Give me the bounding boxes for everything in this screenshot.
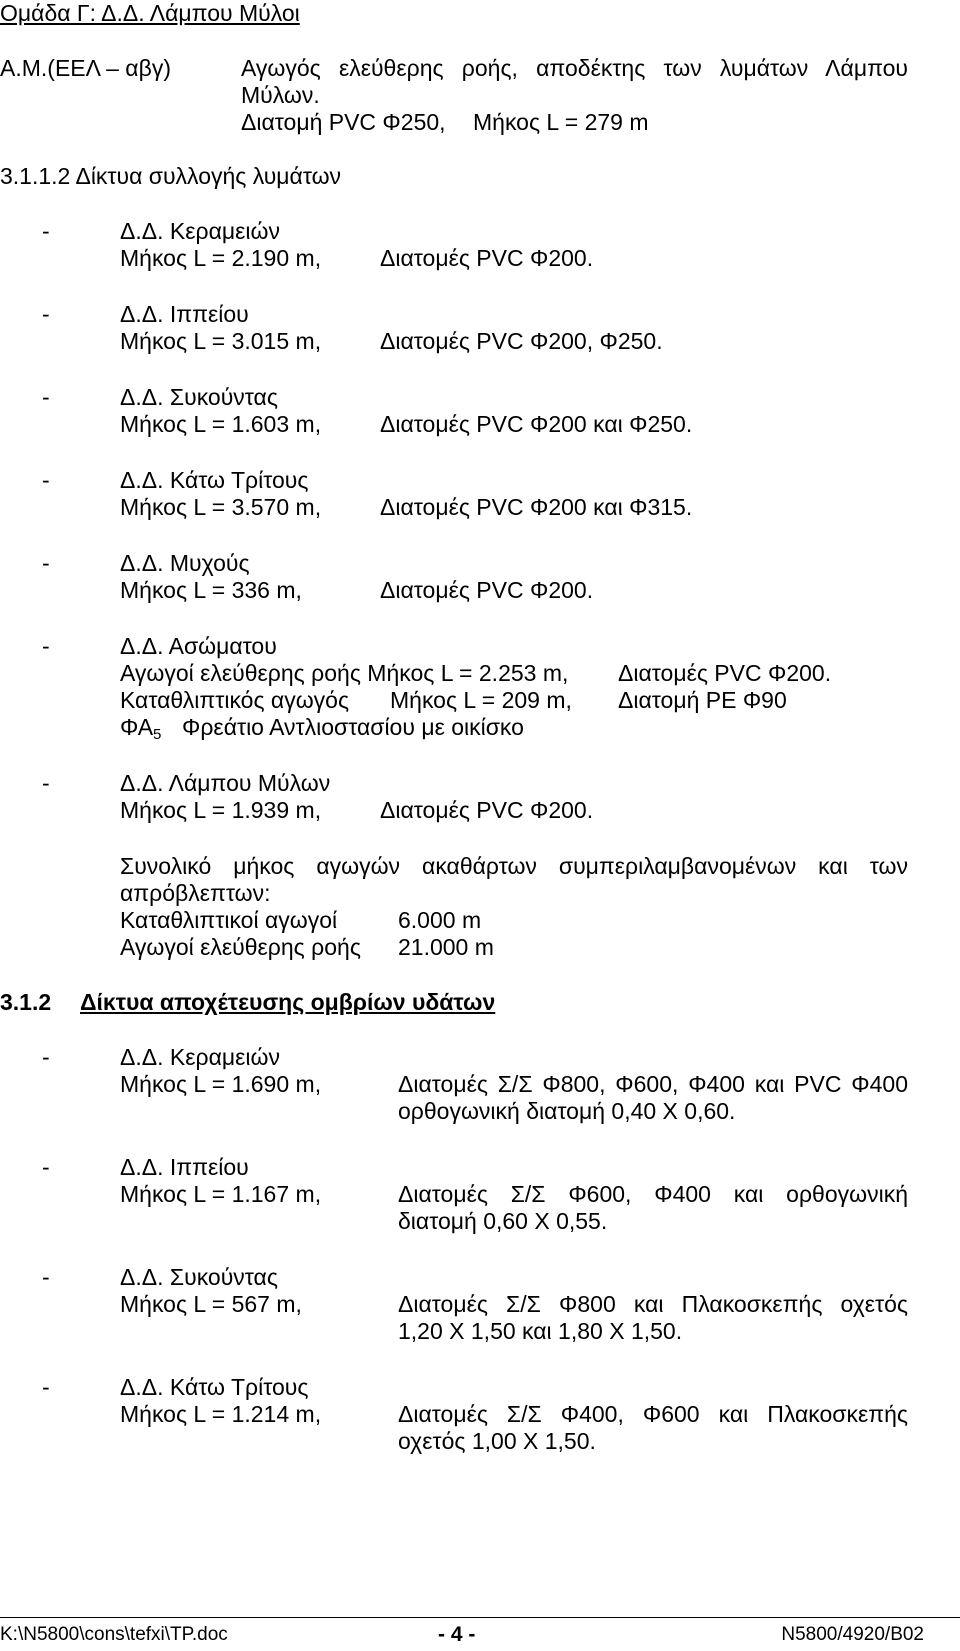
village-name: Δ.Δ. Κεραμειών bbox=[120, 1044, 280, 1070]
length-value: Μήκος L = 3.015 m, bbox=[120, 328, 322, 354]
footer-document-code: N5800/4920/B02 bbox=[781, 1624, 924, 1645]
dash: - bbox=[42, 1154, 50, 1180]
section-desc-line-1: Διατομές Σ/Σ Φ800, Φ600, Φ400 και PVC Φ400 bbox=[398, 1071, 908, 1097]
section-desc: Διατομές PVC Φ200, Φ250. bbox=[380, 328, 663, 354]
dash: - bbox=[42, 218, 50, 244]
dash: - bbox=[42, 1044, 50, 1070]
village-name: Δ.Δ. Κάτω Τρίτους bbox=[120, 1374, 309, 1400]
length-value: Μήκος L = 1.214 m, bbox=[120, 1401, 322, 1427]
section-desc-line-1: Διατομές Σ/Σ Φ800 και Πλακοσκεπής οχετός bbox=[398, 1291, 908, 1317]
am-text-line-2: Μύλων. bbox=[241, 82, 320, 108]
section-desc-line-2: διατομή 0,60 Χ 0,55. bbox=[398, 1208, 608, 1234]
total-text-line-1: Συνολικό μήκος αγωγών ακαθάρτων συμπεριλαμβανομένων και των bbox=[120, 853, 908, 879]
am-section-text: Διατομή PVC Φ250, bbox=[241, 109, 446, 135]
length-value: Μήκος L = 1.939 m, bbox=[120, 797, 322, 823]
dash: - bbox=[42, 467, 50, 493]
village-name: Δ.Δ. Λάμπου Μύλων bbox=[120, 770, 331, 796]
pump-code-main: ΦΑ bbox=[120, 714, 154, 740]
dash: - bbox=[42, 384, 50, 410]
length-value: Μήκος L = 2.190 m, bbox=[120, 245, 322, 271]
section-desc-line-2: οχετός 1,00 Χ 1,50. bbox=[398, 1428, 596, 1454]
footer-page-number: - 4 - bbox=[438, 1623, 476, 1646]
total-pressure-label: Καταθλιπτικοί αγωγοί bbox=[120, 907, 338, 933]
footer-rule bbox=[0, 1617, 960, 1618]
section-desc: Διατομές PVC Φ200 και Φ315. bbox=[380, 494, 693, 520]
section-desc: Διατομές PVC Φ200. bbox=[380, 797, 594, 823]
length-value: Μήκος L = 336 m, bbox=[120, 577, 302, 603]
village-name: Δ.Δ. Συκούντας bbox=[120, 384, 278, 410]
section-desc-line-1: Διατομές Σ/Σ Φ400, Φ600 και Πλακοσκεπής bbox=[398, 1401, 908, 1427]
dash: - bbox=[42, 770, 50, 796]
pressure-row-length: Μήκος L = 209 m, bbox=[390, 687, 572, 713]
length-value: Μήκος L = 1.690 m, bbox=[120, 1071, 322, 1097]
storm-heading-text: Δίκτυα αποχέτευσης ομβρίων υδάτων bbox=[80, 989, 496, 1015]
village-name: Δ.Δ. Κεραμειών bbox=[120, 218, 280, 244]
total-gravity-label: Αγωγοί ελεύθερης ροής bbox=[120, 934, 361, 960]
am-text-line-1: Αγωγός ελεύθερης ροής, αποδέκτης των λυμάτων Λάμπου bbox=[241, 55, 908, 81]
pressure-row-label: Καταθλιπτικός αγωγός bbox=[120, 687, 350, 713]
village-name: Δ.Δ. Ιππείου bbox=[120, 1154, 249, 1180]
dash: - bbox=[42, 1374, 50, 1400]
gravity-row-desc: Διατομές PVC Φ200. bbox=[618, 660, 832, 686]
storm-heading-number: 3.1.2 bbox=[0, 989, 52, 1015]
section-desc-line-1: Διατομές Σ/Σ Φ600, Φ400 και ορθογωνική bbox=[398, 1181, 908, 1207]
am-label: Α.Μ.(ΕΕΛ – αβγ) bbox=[0, 55, 171, 81]
pressure-row-desc: Διατομή PE Φ90 bbox=[618, 687, 787, 713]
dash: - bbox=[42, 633, 50, 659]
section-desc: Διατομές PVC Φ200. bbox=[380, 577, 594, 603]
section-desc: Διατομές PVC Φ200 και Φ250. bbox=[380, 411, 693, 437]
village-name: Δ.Δ. Μυχούς bbox=[120, 550, 250, 576]
village-name: Δ.Δ. Ιππείου bbox=[120, 301, 249, 327]
pump-code-sub: 5 bbox=[153, 726, 162, 743]
pump-station-desc: Φρεάτιο Αντλιοστασίου με οικίσκο bbox=[182, 714, 524, 740]
total-gravity-value: 21.000 m bbox=[398, 934, 494, 960]
length-value: Μήκος L = 567 m, bbox=[120, 1291, 302, 1317]
village-name: Δ.Δ. Συκούντας bbox=[120, 1264, 278, 1290]
dash: - bbox=[42, 1264, 50, 1290]
village-name: Δ.Δ. Ασώματου bbox=[120, 633, 277, 659]
length-value: Μήκος L = 3.570 m, bbox=[120, 494, 322, 520]
footer-file-path: K:\N5800\cons\tefxi\TP.doc bbox=[0, 1624, 228, 1645]
am-length-text: Μήκος L = 279 m bbox=[473, 109, 649, 135]
village-name: Δ.Δ. Κάτω Τρίτους bbox=[120, 467, 309, 493]
group-title: Ομάδα Γ: Δ.Δ. Λάμπου Μύλοι bbox=[0, 0, 300, 26]
sewage-heading: 3.1.1.2 Δίκτυα συλλογής λυμάτων bbox=[0, 163, 342, 189]
length-value: Μήκος L = 1.603 m, bbox=[120, 411, 322, 437]
dash: - bbox=[42, 301, 50, 327]
dash: - bbox=[42, 550, 50, 576]
total-pressure-value: 6.000 m bbox=[398, 907, 482, 933]
gravity-row-label: Αγωγοί ελεύθερης ροής Μήκος L = 2.253 m, bbox=[120, 660, 569, 686]
section-desc-line-2: ορθογωνική διατομή 0,40 Χ 0,60. bbox=[398, 1098, 736, 1124]
total-text-line-2: απρόβλεπτων: bbox=[120, 880, 271, 906]
length-value: Μήκος L = 1.167 m, bbox=[120, 1181, 322, 1207]
section-desc: Διατομές PVC Φ200. bbox=[380, 245, 594, 271]
pump-station-code bbox=[120, 714, 161, 741]
section-desc-line-2: 1,20 Χ 1,50 και 1,80 Χ 1,50. bbox=[398, 1318, 683, 1344]
